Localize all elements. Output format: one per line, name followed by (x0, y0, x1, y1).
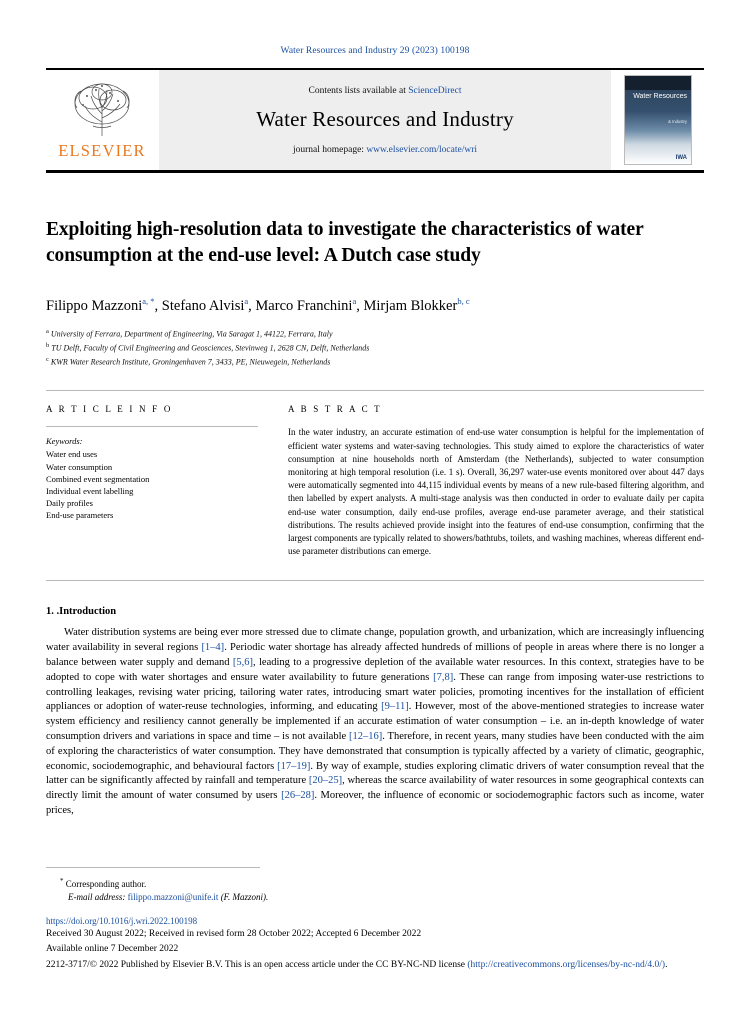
author-name: Marco Franchini (255, 297, 353, 314)
keyword-item: Individual event labelling (46, 485, 134, 496)
history-line: Received 30 August 2022; Received in revised form 28 October 2022; Accepted 6 December 2022 (46, 928, 422, 939)
email-label: E-mail address: (68, 891, 126, 902)
citation-link[interactable]: [1–4] (201, 642, 225, 654)
abstract-heading: A B S T R A C T (288, 404, 382, 415)
cover-subtitle: & Industry (668, 119, 687, 124)
cover-title: Water Resources (633, 93, 687, 100)
intro-paragraph (46, 626, 704, 818)
affiliation-text: KWR Water Research Institute, Groningenhaven 7, 3433, PE, Nieuwegein, Netherlands (50, 357, 331, 367)
affiliation-text: TU Delft, Faculty of Civil Engineering and Geosciences, Stevinweg 1, 2628 CN, Delft, Netherlands (51, 343, 370, 353)
affiliation-item (46, 354, 704, 368)
author-name: Mirjam Blokker (363, 297, 458, 314)
doi-link[interactable]: https://doi.org/10.1016/j.wri.2022.100198 (46, 915, 198, 926)
journal-cover (612, 70, 704, 170)
affiliation-mark: c (46, 356, 49, 364)
license-url-link[interactable]: (http://creativecommons.org/licenses/by-nc-nd/4.0/) (467, 959, 666, 970)
author-affil-mark: a (352, 296, 357, 306)
contents-line (308, 86, 461, 96)
homepage-prefix: journal homepage: (292, 144, 364, 155)
author-list: Filippo Mazzoni$^{a, *}$, Stefano Alvisi$^a$, Marco Franchini$^a$, Mirjam Blokker$^{b, c}$ (46, 296, 470, 314)
affiliation-item (46, 340, 704, 354)
article-info-column (46, 404, 274, 558)
affiliation-mark: b (46, 341, 50, 349)
publisher-logo (46, 70, 158, 170)
elsevier-tree-icon (63, 78, 141, 140)
keywords-label: Keywords: (46, 426, 258, 446)
citation-link[interactable]: [17–19] (277, 760, 311, 772)
paragraph-text: . By way of example, studies exploring climatic drivers of water consumption reveal that the latter can be significantly affected by rainfall and temperature (46, 760, 704, 787)
paragraph-text: . Periodic water shortage has already affected hundreds of millions of people in areas where there is no longer a balance between water supply and demand (46, 642, 704, 668)
citation-link[interactable]: [12–16] (349, 730, 383, 742)
footnotes-block (46, 867, 704, 973)
keyword-item: Combined event segmentation (46, 473, 150, 484)
license-end: . (665, 959, 668, 970)
paragraph-text: Water distribution systems are being ever more stressed due to climate change, population growth, and urbanization, which are increasingly influencing water availability in several regions (46, 627, 704, 654)
page-title: Exploiting high-resolution data to investigate the characteristics of water consumption at the end-use level: A Dutch case study (46, 219, 644, 266)
section-number: 1. (46, 606, 54, 618)
running-head: Water Resources and Industry 29 (2023) 100198 (280, 46, 470, 56)
section-name: .Introduction (56, 606, 117, 618)
citation-link[interactable]: [9–11] (381, 701, 409, 713)
paragraph-text: , whereas the scarce availability of water resources in some geographical contexts can directly limit the amount of water consumed by users (46, 775, 704, 802)
citation-link[interactable]: [7,8] (433, 671, 454, 683)
corresponding-mark: * (60, 876, 64, 885)
author-affil-mark: a (244, 296, 249, 306)
citation-link[interactable]: [5,6] (232, 656, 254, 668)
paragraph-text: . Moreover, the influence of economic or sociodemographic factors such as income, water prices, (46, 790, 704, 816)
paragraph-text: . These can range from imposing water-use restrictions to controlling leakages, revising water pricing, tailoring water rates, introducing smart water policies, promoting incentives for the installation of efficient appliances or adoption of water-reuse technologies, informing, and educating (46, 671, 704, 713)
available-online-line: Available online 7 December 2022 (46, 944, 179, 954)
author-affil-mark: a, * (142, 296, 155, 306)
sciencedirect-link[interactable]: ScienceDirect (408, 85, 462, 96)
contents-prefix: Contents lists available at (308, 85, 406, 96)
affiliation-item (46, 326, 704, 340)
journal-masthead (46, 68, 704, 173)
keyword-item: Daily profiles (46, 498, 93, 509)
cover-publisher-mark: IWA (675, 155, 687, 161)
corresponding-text: Corresponding author. (65, 878, 147, 889)
keyword-item: End-use parameters (46, 510, 114, 521)
cover-thumbnail (624, 75, 692, 165)
paragraph-text: , leading to a progressive depletion of the available water resources. In this context, strategies have to be adopted to cope with water shortages and ensure water availability to future generations (46, 656, 704, 683)
article-info-heading: A R T I C L E I N F O (46, 404, 173, 415)
abstract-text: In the water industry, an accurate estimation of end-use water consumption is helpful for the implementation of efficient water systems and water-saving technologies. This study aimed to explore the characteristics of water consumption at nine households north of Amsterdam (the Netherlands), subjected to water consumption monitoring at high temporal resolution (i.e. 1 s). Overall, 36,297 water-use events monitored over about 447 days were automatically segmented into 44,115 individual events by means of a new rule-based filtering algorithm, and then labelled by expert analysts. A multi-stage analysis was then conducted in order to evaluate daily per capita end-use water consumption, daily end-use profiles, average end-use parameter average, and their statistical distributions. The results achieved provide insight into the features of end-use consumption, confirming that the largest components are typically related to showers/bathtubs, toilets, and washing machines, whereas different end-use parameter distributions can emerge. (288, 427, 704, 557)
footnote-divider (46, 867, 260, 868)
author-name: Filippo Mazzoni (46, 297, 143, 314)
keyword-item: Water consumption (46, 461, 113, 472)
license-line (46, 959, 704, 973)
keyword-item: Water end uses (46, 449, 98, 460)
homepage-url-link[interactable]: www.elsevier.com/locate/wri (366, 144, 478, 155)
elsevier-wordmark: ELSEVIER (58, 140, 146, 160)
license-text: 2212-3717/© 2022 Published by Elsevier B.V. This is an open access article under the CC BY-NC-ND license (46, 959, 465, 970)
author-affil-mark: b, c (457, 296, 470, 306)
homepage-line (293, 145, 477, 155)
affiliation-list (46, 326, 704, 368)
journal-title: Water Resources and Industry (256, 106, 514, 131)
paragraph-text: . However, most of the above-mentioned strategies to increase water system efficiency and resiliency cannot generally be implemented if an accurate estimation of water consumption – i.e. an in-depth knowledge of water consumption drivers and variations in space and time – is not available (46, 701, 704, 742)
email-owner: (F. Mazzoni). (220, 891, 269, 902)
email-link[interactable]: filippo.mazzoni@unife.it (127, 891, 219, 902)
abstract-column (274, 404, 704, 558)
cover-top-strip (625, 76, 691, 90)
author-name: Stefano Alvisi (161, 297, 245, 314)
divider-2 (46, 580, 704, 581)
citation-link[interactable]: [20–25] (308, 775, 343, 787)
affiliation-text: University of Ferrara, Department of Engineering, Via Saragat 1, 44122, Ferrara, Italy (50, 329, 333, 339)
citation-link[interactable]: [26–28] (281, 790, 315, 802)
masthead-center (158, 70, 612, 170)
divider (46, 390, 704, 391)
corresponding-author-note (46, 875, 704, 891)
keywords-list (46, 448, 258, 521)
email-note (46, 891, 704, 904)
section-heading (46, 606, 704, 617)
info-abstract-section (46, 404, 704, 558)
paragraph-text: . Therefore, in recent years, many studies have been conducted with the aim of exploring the characteristics of water consumption. They have demonstrated that consumption is typically affected by a variety of climatic, geographic, economic, sociodemographic, and behavioural factors (46, 730, 704, 772)
affiliation-mark: a (46, 327, 49, 335)
